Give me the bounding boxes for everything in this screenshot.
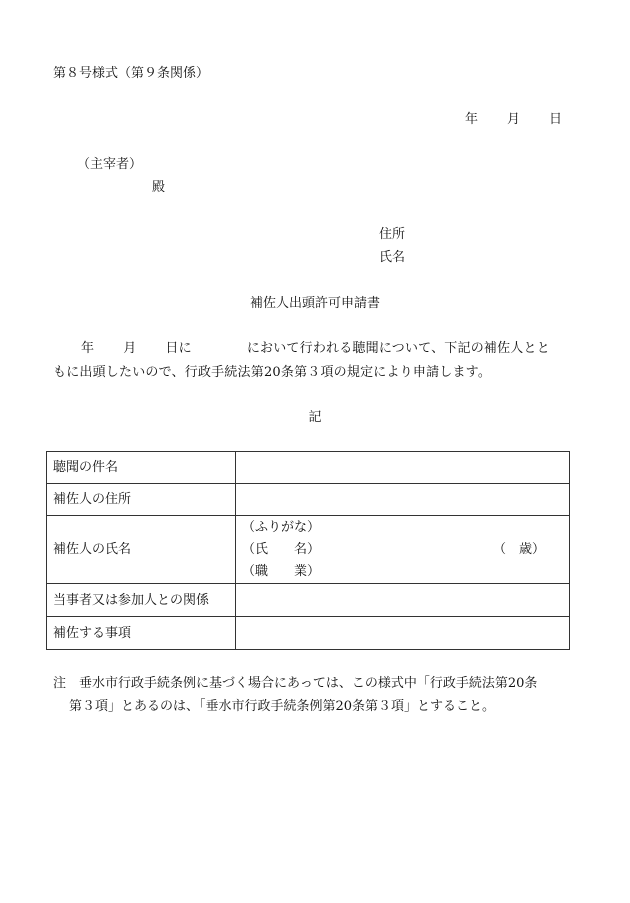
matters-label: 補佐する事項 [47,617,236,650]
addressee-honorific: 殿 [152,180,166,195]
table-row [47,584,570,617]
addressee-role: （主宰者） [77,157,143,172]
assistant-address-label: 補佐人の住所 [47,484,236,516]
assistant-name-label: 補佐人の氏名 [47,516,236,584]
body-year: 年 [81,341,95,356]
case-name-label: 聴聞の件名 [47,452,236,484]
assistant-name-cell[interactable] [236,516,570,584]
table-row [47,516,570,584]
body-day: 日に [165,341,192,356]
date-month: 月 [507,112,521,127]
date-day: 日 [549,112,563,127]
occupation-field-label: （職 業） [242,563,321,579]
relation-field[interactable] [236,584,570,617]
case-name-field[interactable] [236,452,570,484]
assistant-address-field[interactable] [236,484,570,516]
age-field-label: （ 歳） [492,541,545,557]
date-line [465,113,562,126]
form-number: 第８号様式（第９条関係） [53,66,210,81]
note-line-1: 注 垂水市行政手続条例に基づく場合にあっては、この様式中「行政手続法第20条 [53,676,538,691]
note-line-2: 第３項」とあるのは、「垂水市行政手続条例第20条第３項」とすること。 [69,699,496,714]
name-field-label: （氏 名） [242,541,321,557]
applicant-name-label: 氏名 [379,250,406,265]
matters-field[interactable] [236,617,570,650]
table-row [47,617,570,650]
body-line-1 [53,342,550,355]
name-subfield [242,539,563,561]
document-title: 補佐人出頭許可申請書 [249,296,380,311]
body-month: 月 [123,341,137,356]
ki-heading: 記 [308,410,322,425]
furigana-label: （ふりがな） [242,519,321,535]
body-line-1-rest: において行われる聴聞について、下記の補佐人とと [246,341,550,356]
date-year: 年 [465,112,479,127]
table-row [47,484,570,516]
applicant-address-label: 住所 [379,227,406,242]
assistant-info-table [46,451,570,650]
body-line-2: もに出頭したいので、行政手続法第20条第３項の規定により申請します。 [53,365,492,380]
relation-label: 当事者又は参加人との関係 [47,584,236,617]
table-row [47,452,570,484]
